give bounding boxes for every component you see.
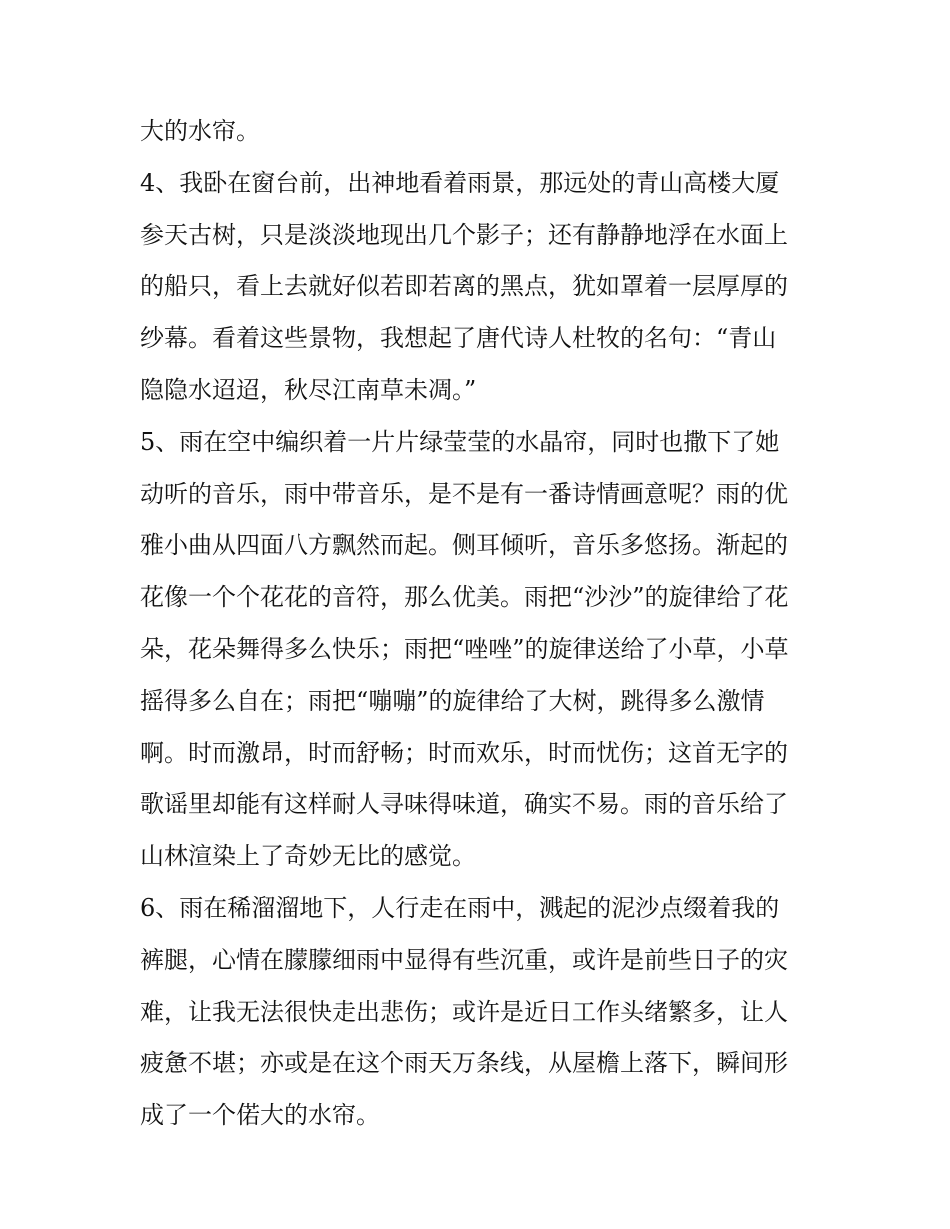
text-line: 5、雨在空中编织着一片片绿莹莹的水晶帘，同时也撒下了她	[140, 427, 780, 456]
text-line: 花像一个个花花的音符，那么优美。雨把“沙沙”的旋律给了花	[140, 583, 789, 612]
text-line: 疲惫不堪；亦或是在这个雨天万条线，从屋檐上落下，瞬间形	[140, 1049, 788, 1078]
text-line: 成了一个偌大的水帘。	[140, 1101, 380, 1130]
text-line: 隐隐水迢迢，秋尽江南草未凋。”	[140, 375, 477, 404]
text-line: 啊。时而激昂，时而舒畅；时而欢乐，时而忧伤；这首无字的	[140, 738, 788, 767]
text-line: 歌谣里却能有这样耐人寻味得味道，确实不易。雨的音乐给了	[140, 790, 788, 819]
text-line: 裤腿，心情在朦朦细雨中显得有些沉重，或许是前些日子的灾	[140, 945, 788, 974]
text-line: 摇得多么自在；雨把“嘣嘣”的旋律给了大树，跳得多么激情	[140, 686, 765, 715]
text-line: 4、我卧在窗台前，出神地看着雨景，那远处的青山高楼大厦	[140, 168, 780, 197]
text-line: 大的水帘。	[140, 117, 260, 145]
text-line: 的船只，看上去就好似若即若离的黑点，犹如罩着一层厚厚的	[140, 272, 788, 301]
text-line: 朵，花朵舞得多么快乐；雨把“唑唑”的旋律送给了小草，小草	[140, 634, 789, 663]
text-line: 纱幕。看着这些景物，我想起了唐代诗人杜牧的名句：“青山	[140, 324, 777, 353]
text-line: 动听的音乐，雨中带音乐，是不是有一番诗情画意呢？雨的优	[140, 479, 788, 508]
text-line: 参天古树，只是淡淡地现出几个影子；还有静静地浮在水面上	[140, 220, 788, 249]
text-column	[140, 106, 812, 1142]
text-line: 难，让我无法很快走出悲伤；或许是近日工作头绪繁多，让人	[140, 997, 788, 1026]
text-line: 6、雨在稀溜溜地下，人行走在雨中，溅起的泥沙点缀着我的	[140, 893, 780, 922]
text-line: 雅小曲从四面八方飘然而起。侧耳倾听，音乐多悠扬。渐起的	[140, 531, 788, 560]
text-line: 山林渲染上了奇妙无比的感觉。	[140, 842, 476, 871]
